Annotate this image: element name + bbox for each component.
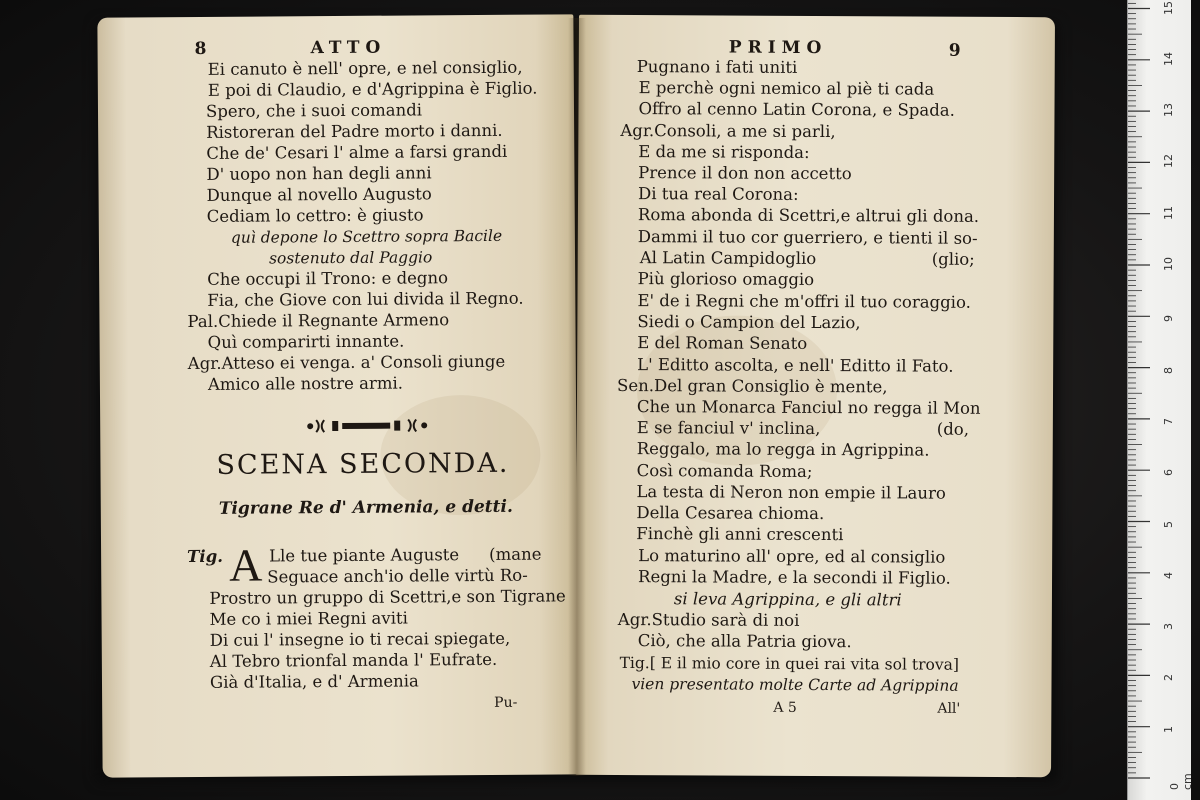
catchword: Pu-	[494, 694, 518, 711]
text-line: Lle tue piante Auguste	[269, 545, 460, 566]
text-line: E perchè ogni nemico al piè ti cada	[638, 78, 935, 99]
text-line: E' de i Regni che m'offri il tuo coraggio.	[637, 291, 971, 312]
text-line: Agr.Studio sarà di noi	[617, 609, 800, 630]
text-line: Sen.Del gran Consiglio è mente,	[617, 375, 888, 397]
right-page	[575, 15, 1055, 777]
text-line: E da me si risponda:	[638, 142, 810, 162]
text-line: Prence il don non accetto	[638, 163, 852, 184]
ruler-number: 5	[1162, 520, 1175, 528]
text-line: Dunque al novello Augusto	[206, 184, 432, 205]
text-line: E poi di Claudio, e d'Agrippina è Figlio.	[207, 78, 538, 100]
ruler-number: 7	[1162, 417, 1175, 425]
text-line: Ciò, che alla Patria giova.	[637, 631, 852, 652]
text-line: Pugnano i fati uniti	[636, 57, 798, 77]
ruler-number: 2	[1162, 674, 1175, 682]
text-line: Quì comparirti innante.	[207, 331, 405, 352]
stage-direction: si leva Agrippina, e gli altri	[673, 589, 902, 610]
text-line: Tig.[ E il mio core in quei rai vita sol trova]	[619, 653, 959, 674]
text-line: Ei canuto è nell' opre, e nel consiglio,	[207, 57, 523, 79]
text-line: Che un Monarca Fanciul no regga il Mon	[636, 397, 981, 418]
text-line: Finchè gli anni crescenti	[636, 524, 844, 545]
text-line: Che de' Cesari l' alme a farsi grandi	[206, 141, 508, 163]
ruler-number: 14	[1162, 51, 1175, 66]
text-line: Amico alle nostre armi.	[207, 373, 404, 394]
text-line: D' uopo non han degli anni	[206, 163, 432, 184]
measuring-ruler	[1127, 0, 1194, 800]
scene-subtitle: Tigrane Re d' Armenia, e detti.	[218, 496, 513, 519]
printer-ornament	[304, 416, 430, 435]
ruler-number: 3	[1162, 623, 1175, 631]
text-line: Più glorioso omaggio	[637, 269, 815, 289]
ruler-number: 10	[1162, 257, 1175, 271]
turnover-text: (glio;	[931, 249, 975, 269]
text-line: Di tua real Corona:	[638, 184, 799, 204]
ruler-ticks	[1128, 0, 1192, 800]
text-line: Reggalo, ma lo regga in Agrippina.	[636, 439, 930, 460]
drop-cap: A	[229, 539, 263, 591]
text-line: Seguace anch'io delle virtù Ro-	[267, 565, 528, 587]
ruler-number: 13	[1162, 103, 1175, 118]
speaker-label: Tig.	[187, 546, 224, 567]
text-line: La testa di Neron non empie il Lauro	[636, 482, 946, 503]
left-page-number: 8	[194, 38, 207, 59]
text-line: Roma abonda di Scettri,e altrui gli dona.	[637, 205, 980, 226]
ruler-number: 8	[1162, 366, 1175, 374]
left-running-head: ATTO	[310, 37, 387, 59]
ruler-number: 15	[1162, 0, 1175, 15]
text-line: Che occupi il Trono: e degno	[207, 268, 449, 289]
turnover-text: (mane	[489, 544, 542, 564]
text-line: Offro al cenno Latin Corona, e Spada.	[638, 99, 955, 120]
ruler-number: 1	[1162, 725, 1175, 733]
turnover-text: (do,	[936, 419, 970, 439]
text-line: Cediam lo cettro: è giusto	[206, 205, 424, 226]
ruler-zero-label: 0 cm	[1168, 773, 1194, 790]
stage-direction: vien presentato molte Carte ad Agrippina	[631, 675, 959, 695]
text-line: Al Latin Campidoglio	[639, 248, 817, 269]
text-line: Della Cesarea chioma.	[636, 503, 825, 524]
ruler-number: 6	[1162, 469, 1175, 477]
text-line: Lo maturino all' opre, ed al consiglio	[638, 546, 946, 567]
text-line: Dammi il tuo cor guerriero, e tienti il so-	[637, 227, 978, 248]
right-page-number: 9	[948, 40, 961, 61]
left-page	[97, 14, 578, 777]
stage-direction: sostenuto dal Paggio	[268, 248, 433, 268]
text-line: Pal.Chiede il Regnante Armeno	[187, 310, 450, 332]
scene-title: SCENA SECONDA.	[216, 447, 510, 481]
text-line: L' Editto ascolta, e nell' Editto il Fato.	[637, 355, 954, 376]
ruler-number: 4	[1162, 571, 1175, 579]
text-line: Ristoreran del Padre morto i danni.	[206, 120, 503, 142]
stage-direction: quì depone lo Scettro sopra Bacile	[230, 226, 503, 247]
text-line: Spero, che i suoi comandi	[205, 100, 423, 121]
text-line: E se fanciul v' inclina,	[636, 418, 821, 439]
catchword: All'	[937, 700, 961, 717]
ruler-number: 11	[1162, 205, 1175, 220]
signature-mark: A 5	[773, 699, 797, 716]
text-line: Così comanda Roma;	[636, 461, 813, 481]
ruler-number: 12	[1162, 154, 1175, 169]
text-line: Già d'Italia, e d' Armenia	[209, 671, 419, 692]
text-line: Me co i miei Regni aviti	[209, 608, 408, 629]
text-line: Al Tebro trionfal manda l' Eufrate.	[209, 649, 498, 671]
text-line: Siedi o Campion del Lazio,	[637, 312, 861, 333]
ruler-number: 9	[1162, 315, 1175, 323]
right-running-head: PRIMO	[728, 37, 828, 59]
book-gutter	[568, 18, 586, 776]
text-line: Regni la Madre, e la secondi il Figlio.	[638, 567, 951, 588]
text-line: Di cui l' insegne io ti recai spiegate,	[209, 628, 511, 650]
text-line: Agr.Consoli, a me si parli,	[620, 120, 836, 142]
text-line: E del Roman Senato	[637, 333, 808, 353]
text-line: Prostro un gruppo di Scettri,e son Tigrane	[209, 586, 566, 608]
text-line: Agr.Atteso ei venga. a' Consoli giunge	[187, 351, 506, 374]
text-line: Fia, che Giove con lui divida il Regno.	[207, 288, 524, 310]
